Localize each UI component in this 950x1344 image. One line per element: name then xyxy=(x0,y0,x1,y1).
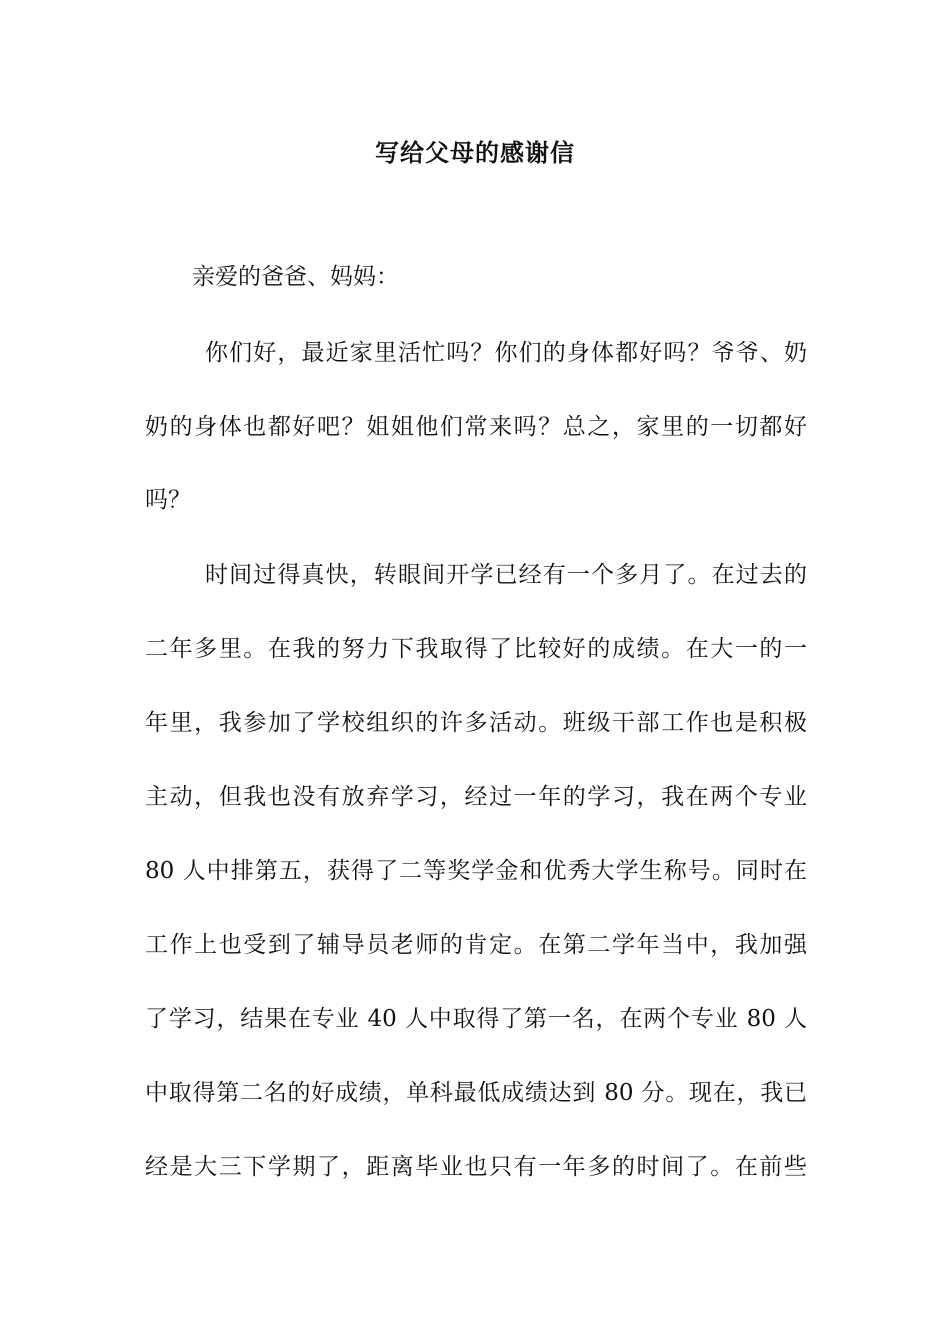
paragraph-line: 80 人中排第五，获得了二等奖学金和优秀大学生称号。同时在 xyxy=(145,858,807,884)
paragraph-line: 了学习，结果在专业 40 人中取得了第一名，在两个专业 80 人 xyxy=(145,1006,807,1032)
paragraph-line: 工作上也受到了辅导员老师的肯定。在第二学年当中，我加强 xyxy=(145,932,807,958)
paragraph-line: 中取得第二名的好成绩，单科最低成绩达到 80 分。现在，我已 xyxy=(145,1080,807,1106)
paragraph-line: 经是大三下学期了，距离毕业也只有一年多的时间了。在前些 xyxy=(145,1154,807,1180)
paragraph-line: 吗？ xyxy=(145,487,191,513)
paragraph-line: 奶的身体也都好吧？姐姐他们常来吗？总之，家里的一切都好 xyxy=(145,414,807,440)
paragraph-line: 主动，但我也没有放弃学习，经过一年的学习，我在两个专业 xyxy=(145,784,807,810)
salutation: 亲爱的爸爸、妈妈： xyxy=(192,264,399,290)
paragraph-line: 年里，我参加了学校组织的许多活动。班级干部工作也是积极 xyxy=(145,710,807,736)
paragraph-line: 你们好，最近家里活忙吗？你们的身体都好吗？爷爷、奶 xyxy=(205,340,807,366)
paragraph-line: 二年多里。在我的努力下我取得了比较好的成绩。在大一的一 xyxy=(145,636,807,662)
paragraph-line: 时间过得真快，转眼间开学已经有一个多月了。在过去的 xyxy=(205,562,807,588)
letter-title: 写给父母的感谢信 xyxy=(375,138,575,167)
